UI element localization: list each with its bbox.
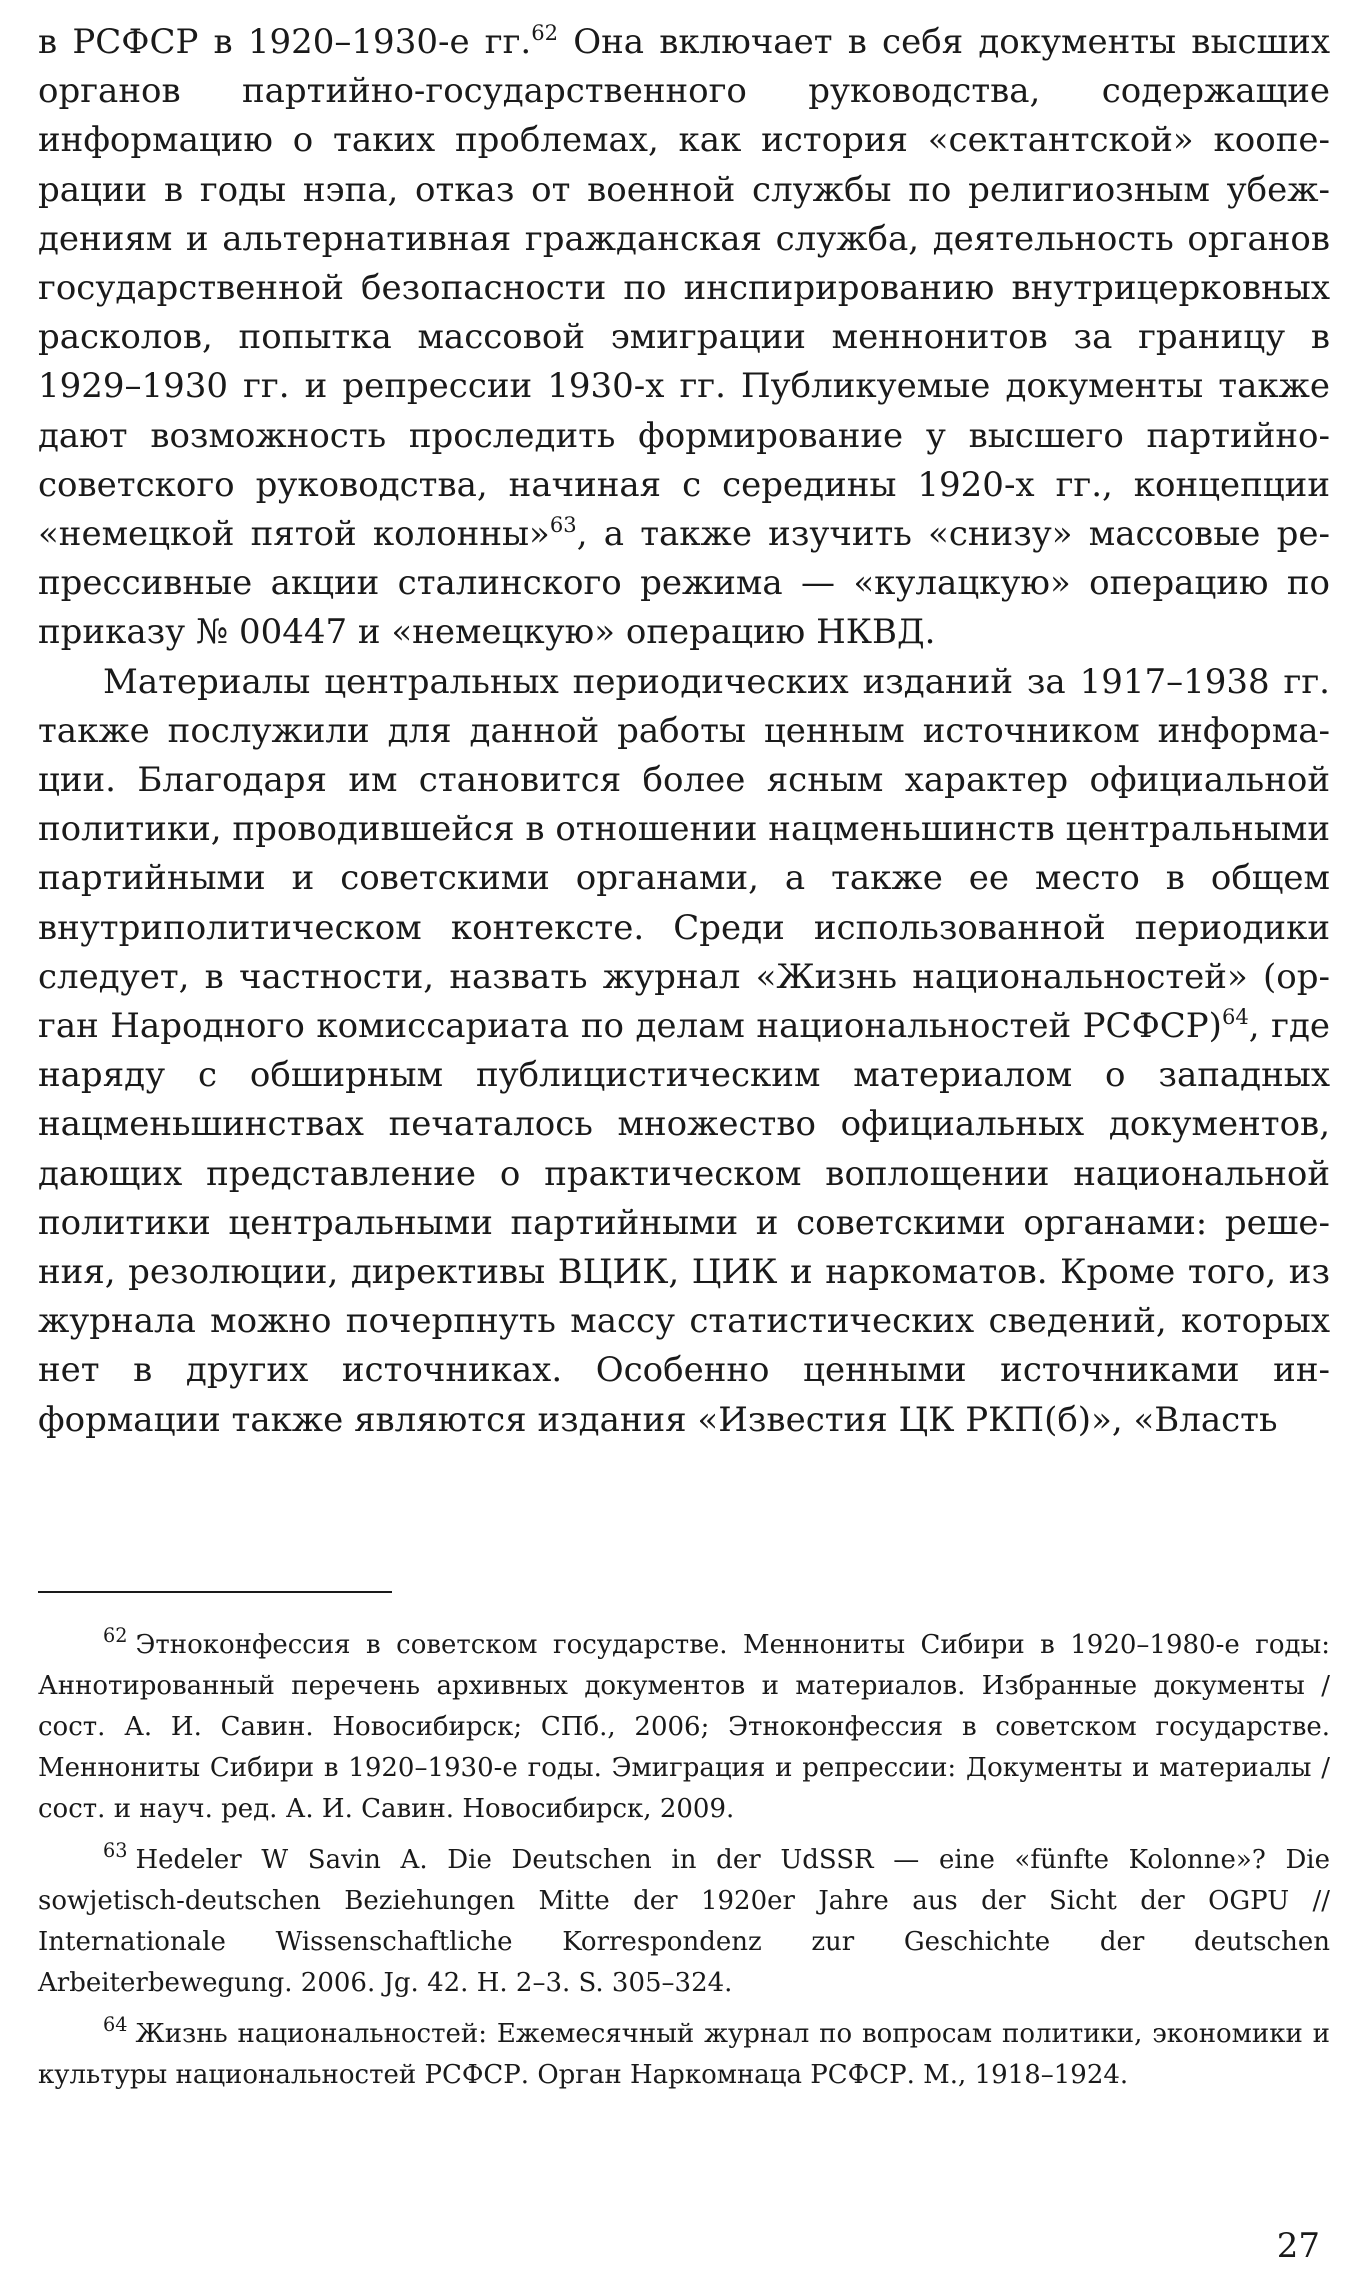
paragraph-1-text-a: в РСФСР в 1920–1930-е гг. <box>38 22 532 62</box>
footnote-number: 64 <box>103 2013 128 2037</box>
footnote-text: Жизнь национальностей: Ежемесячный журнал по вопросам политики, экономики и культуры национальностей РСФСР. Орган Наркомнаца РСФСР. М., 1918–1924. <box>38 2019 1330 2090</box>
paragraph-continuation <box>38 18 1330 658</box>
footnote-ref-64[interactable]: 64 <box>1221 1004 1249 1029</box>
footnote-63 <box>38 1840 1330 2004</box>
paragraph-1-text-c: , а также изучить «снизу» массовые репрессивные акции сталинского режима — «кулацкую» операцию по приказу № 00447 и «немецкую» операцию НКВД. <box>38 514 1330 653</box>
page-number: 27 <box>1276 2226 1320 2266</box>
footnotes <box>38 1625 1330 2106</box>
paragraph-2-text-b: , где наряду с обширным публицистическим материалом о западных нацменьшинствах печаталось множество официальных документов, дающих представление о практическом воплощении национальной политики центральными партийными и советскими органами: решения, резолюции, директивы ВЦИК, ЦИК и наркоматов. Кроме того, из журнала можно почерпнуть массу статистических сведений, которых нет в других источниках. Особенно ценными источниками информации также являются издания «Известия ЦК РКП(б)», «Власть <box>38 1006 1330 1440</box>
footnote-64 <box>38 2014 1330 2096</box>
footnote-text: Этноконфессия в советском государстве. Меннониты Сибири в 1920–1980-е годы: Аннотированный перечень архивных документов и материалов. Избранные документы / сост. А. И. Савин. Новосибирск; СПб., 2006; Этноконфессия в советском государстве. Меннониты Сибири в 1920–1930-е годы. Эмиграция и репрессии: Документы и материалы / сост. и науч. ред. А. И. Савин. Новосибирск, 2009. <box>38 1630 1330 1824</box>
footnote-number: 62 <box>103 1624 128 1648</box>
footnote-divider <box>38 1591 392 1593</box>
paragraph-periodicals <box>38 658 1330 1445</box>
paragraph-2-text-a: Материалы центральных периодических изданий за 1917–1938 гг. также послужили для данной работы ценным источником информации. Благодаря им становится более ясным характер официальной политики, проводившейся в отношении нацменьшинств центральными партийными и советскими органами, а также ее место в общем внутриполитическом контексте. Среди использованной периодики следует, в частности, назвать журнал «Жизнь национальностей» (орган Народного комиссариата по делам национальностей РСФСР) <box>38 661 1330 1047</box>
footnote-62 <box>38 1625 1330 1830</box>
main-text <box>38 18 1330 1445</box>
paragraph-1-text-b: Она включает в себя документы высших органов партийно-государственного руководства, содержащие информацию о таких проблемах, как история «сектантской» кооперации в годы нэпа, отказ от военной службы по религиозным убеждениям и альтернативная гражданская служба, деятельность органов государственной безопасности по инспирированию внутрицерковных расколов, попытка массовой эмиграции меннонитов за границу в 1929–1930 гг. и репрессии 1930-х гг. Публикуемые документы также дают возможность проследить формирование у высшего партийно-советского руководства, начиная с середины 1920-х гг., концепции «немецкой пятой колонны» <box>38 22 1330 555</box>
footnote-ref-62[interactable]: 62 <box>531 19 559 45</box>
footnote-ref-63[interactable]: 63 <box>549 511 577 537</box>
footnote-number: 63 <box>103 1839 128 1863</box>
footnote-text: Hedeler W Savin A. Die Deutschen in der UdSSR — eine «fünfte Kolonne»? Die sowjetisch-deutschen Beziehungen Mitte der 1920er Jahre aus der Sicht der OGPU // Internationale Wissenschaftliche Korrespondenz zur Geschichte der deutschen Arbeiterbewegung. 2006. Jg. 42. H. 2–3. S. 305–324. <box>38 1845 1330 1998</box>
book-page <box>38 18 1330 2266</box>
